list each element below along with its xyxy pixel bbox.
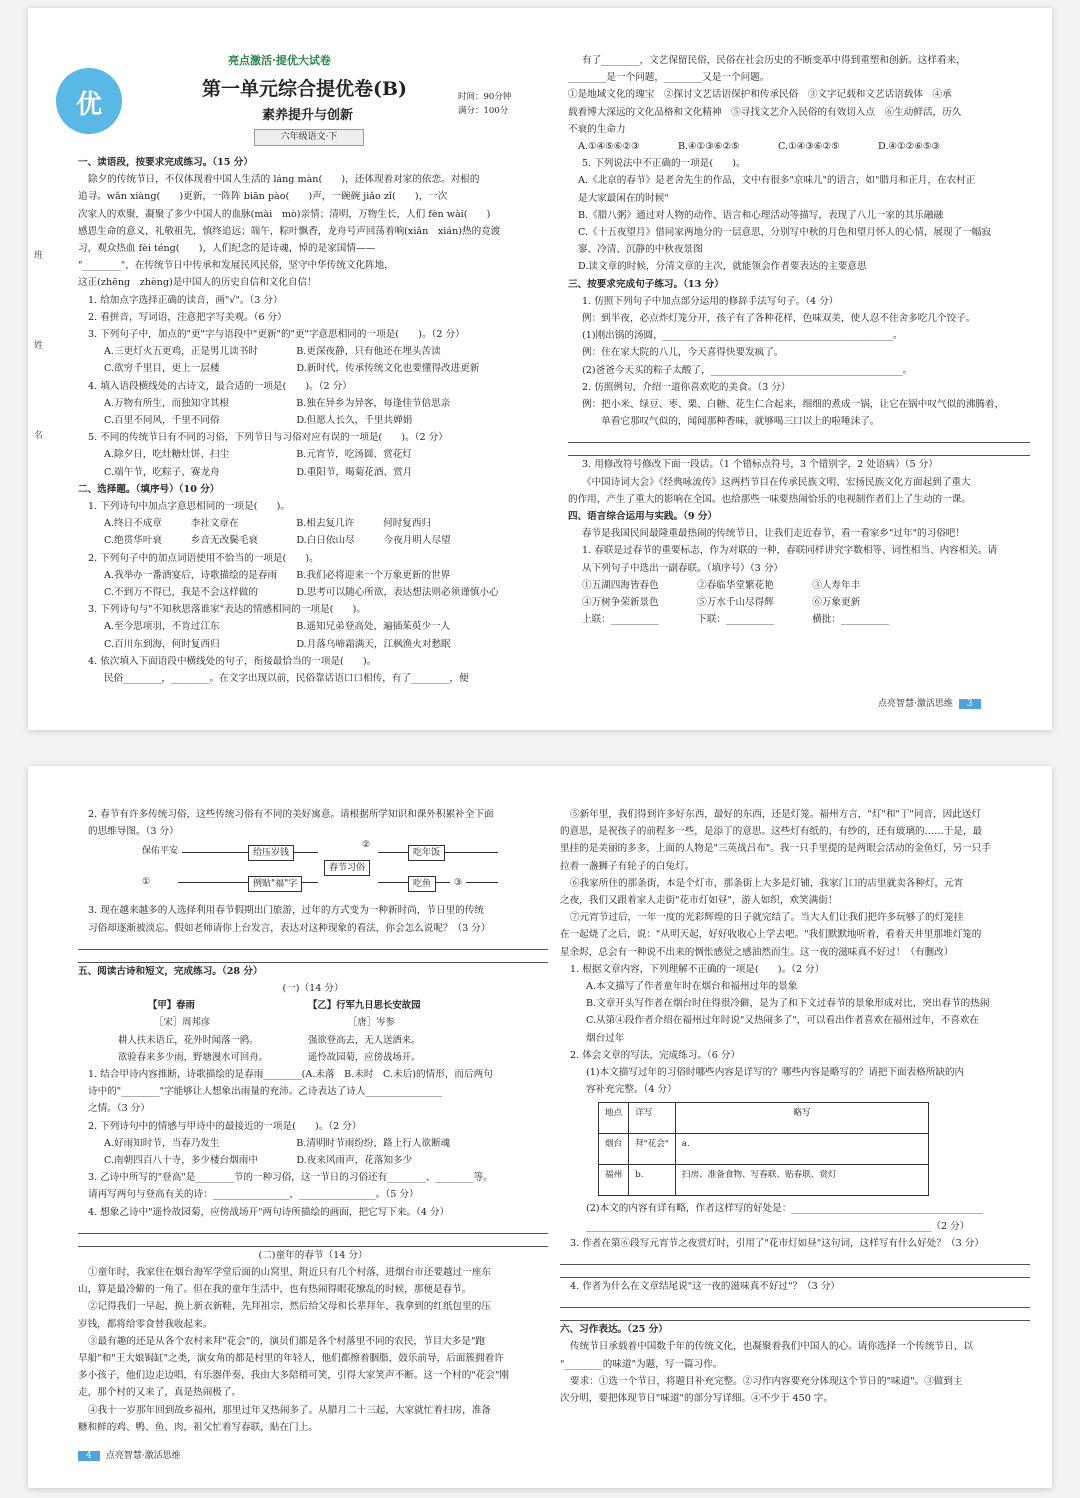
section-heading: 一、读语段，按要求完成练习。（15 分） (78, 157, 253, 168)
detail-table: 地点 详写 略写 烟台 拜"花会" a. 福州 b. 扫房、准备食物、写春联、贴春联、赏灯 (598, 1102, 929, 1196)
text-line: 次家人的欢聚，凝聚了多少中国人的血脉(mài mò)亲情；清明，万物生长，人们 fèn wài( ) (78, 208, 491, 220)
text-line: 有了________，文艺保留民俗，民俗在社会历史的不断变革中得到重塑和创新。这样看来， (582, 55, 966, 66)
answer-line (560, 1308, 1030, 1321)
text-line: D.读文章的时候，分清文章的主次，就能领会作者要表达的主要意思 (578, 261, 867, 273)
section-heading: 四、语言综合运用与实践。（9 分） (568, 511, 718, 523)
text-line: ④万树争荣新景色 ⑤万水千山尽得辉 ⑥万象更新 (582, 597, 861, 609)
text-line: B.《腊八粥》通过对人物的动作、语言和心理活动等描写，表现了八儿一家的其乐融融 (578, 209, 944, 221)
text-line: 诗中的"________"字能够让人想象出雨量的充沛。乙诗表达了诗人________________ (88, 1086, 443, 1098)
text-line: 旱船"和"王大娘锔缸"之类，演女角的都是村里的年轻人，他们都擦着胭脂，鼓乐前导，后面簇拥着许 (78, 1353, 504, 1365)
text-line: 次分明，要把体现节日"味道"的部分写详细。④不少于 450 字。 (560, 1393, 834, 1405)
text-line: 星余烬，总会有一种说不出来的惆怅感觉之感油然而生。这一夜的滋味真不好过！（有删改） (560, 946, 954, 958)
page-number-2: 4 (78, 1451, 100, 1461)
text-line: A.《北京的春节》是老舍先生的作品，文中有很多"京味儿"的语言，如"腊月和正月，在农村正 (578, 175, 976, 187)
text-line: 单看它那叹气似的，闻闻那种香味，就够喝三口以上的啦唾沫了。 (582, 416, 880, 428)
section-heading: 二、选择题。（填序号）（10 分） (78, 483, 220, 495)
text-line: ①童年时，我家住在烟台海军学堂后面的山窝里，附近只有几个村落，进烟台市还要越过一座东 (88, 1267, 491, 1279)
text-line: 追寻。wǎn xiàng( )更新，一阵阵 biān pào( )声，一碗碗 jiǎo zǐ( )，一次 (78, 191, 448, 203)
text-line: "________的味道"为题，写一篇习作。 (560, 1358, 723, 1370)
exam-meta (458, 90, 511, 118)
text-line: 是大家最闲在的时候" (578, 192, 669, 204)
page-footer-2: 4 点亮智慧·激活思维 (78, 1448, 181, 1461)
poems (78, 997, 548, 1066)
poem-a: 【甲】春雨 ［宋］周邦彦 耕人扶未语丘，花外时闻落一鸥。 欲验春来多少雨，野塘漫水可回舟。 (118, 1000, 269, 1063)
text-line: A.本文描写了作者童年时在烟台和福州过年的景象 (586, 981, 798, 993)
text-line: 多小孩子，他们边走边唱，有乐器伴奏，我由大多陪稍可笑，引得大家笑声不断。这一个村的"花会"刚 (78, 1370, 509, 1382)
section-heading: 五、阅读古诗和短文，完成练习。（28 分） (78, 965, 263, 977)
binding-label-name2: 名 (34, 431, 44, 441)
text-line: 1. 结合甲诗内容推断，诗歌描绘的是春雨________(A.未落 B.未时 C.未后)的情形，而后两句 (88, 1069, 493, 1081)
mind-blank-3: ③ (450, 876, 466, 890)
answer-line (560, 1295, 1030, 1308)
text-line: A.三更灯火五更鸡，正是男儿读书时 B.更深夜静，只有他还在埋头苦读 (104, 346, 441, 358)
grade-label: 六年级语文·下 (254, 129, 364, 146)
text-line: 春节是我国民间最隆重最热闹的传统节日，让我们走近春节，看一看家乡"过年"的习俗吧！ (582, 528, 965, 540)
text-line: 的思维导图。（3 分） (88, 826, 179, 838)
text-line: 4. 依次填入下面语段中横线处的句子，衔接最恰当的一项是( )。 (88, 655, 377, 667)
text-line: 除夕的传统节日，不仅体现着中国人生活的 láng màn( )，还体现着对家的依恋。对根的 (88, 174, 480, 186)
section-heading: 六、习作表达。（25 分） (560, 1324, 668, 1336)
page3-left-column (78, 154, 538, 687)
text-line: C.欲穷千里目，更上一层楼 D.新时代，传承传统文化也要懂得改进更新 (104, 363, 480, 375)
text-line: 容补充完整。（4 分） (586, 1084, 677, 1096)
text-line: (2)爸爸今天买的粽子太酸了，________________________________________。 (582, 364, 913, 376)
text-line: 2. 体会文章的写法，完成练习。（6 分） (570, 1049, 741, 1061)
text-line: (1)刚出锅的汤圆，________________________________________________。 (582, 330, 903, 342)
text-line: 3. 现在越来越多的人选择利用春节假期出门旅游，过年的方式变为一种新时尚，节日里的传统 (88, 905, 484, 917)
text-line: 寥、冷清、沉静的中秋夜景图 (578, 244, 703, 256)
mind-node-e: 例贴"福"字 (248, 876, 302, 892)
text-line: A.终日不成章 李社文章在 B.相去复几许 何时复西归 (104, 518, 432, 530)
mind-blank-1: ① (138, 875, 154, 889)
text-line: 糖和鲜的鸡、鸭、鱼、肉，祖父忙着写春联，贴在门上。 (78, 1421, 318, 1433)
text-line: (1)本文描写过年的习俗时哪些内容是详写的？哪些内容是略写的？请把下面表格所缺的内 (586, 1067, 965, 1079)
text-line: 感恩生命的意义，礼敬祖先，慎终追远；端午，粽叶飘香，龙舟号声回荡着响(xiǎn xián)热的竞渡 (78, 225, 501, 237)
text-line: 上联：__________ 下联：__________ 横批：__________ (582, 614, 889, 626)
binding-label-name: 姓 (34, 341, 44, 351)
text-line: A.万物有所生，而独知守其根 B.独在异乡为异客，每逢佳节倍思亲 (104, 397, 451, 409)
text-line: 的意思，是祝孩子的前程多一些，是添丁的意思。这些灯有纸的，有纱的，还有玻璃的……于是，最 (560, 826, 983, 838)
page-footer: 点亮智慧·激活思维 3 (878, 696, 981, 709)
text-line: 烟台过年 (586, 1032, 625, 1044)
answer-line (560, 1265, 1030, 1278)
text-line: 1. 仿照下列句子中加点部分运用的修辞手法写句子。（4 分） (582, 295, 839, 307)
mind-node-f: 吃鱼 (408, 876, 436, 892)
text-line: ①五湖四海皆春色 ②春临华堂繁花艳 ③人寿年丰 (582, 579, 861, 591)
text-line: "________"，在传统节日中传承和发展民风民俗，坚守中华传统文化阵地， (78, 260, 394, 272)
mind-node-a: 保佑平安 (138, 844, 182, 858)
text-line: (2)本文的内容有详有略，作者这样写的好处是：________________________________________ (586, 1203, 984, 1215)
text-line: 《中国诗词大会》《经典咏流传》这两档节目在传承民族文明、宏扬民族文化方面起到了重大 (582, 476, 971, 488)
mindmap-question (78, 806, 548, 840)
text-line: 1. 下列诗句中加点字意思相同的一项是( )。 (88, 501, 290, 513)
text-line: ⑦元宵节过后，一年一度的光彩辉煌的日子就完结了。当大人们让我们把许多玩够了的灯笼挂 (570, 912, 964, 924)
text-line: ________是一个问题，________又是一个问题。 (568, 72, 770, 84)
text-line: 4. 想象乙诗中"遥怜故园菊，应傍战场开"两句诗所描绘的画面，把它写下来。（4 分） (88, 1206, 450, 1218)
exam-subtitle: 素养提升与创新 (262, 108, 354, 123)
full-score: 满分：100分 (458, 106, 509, 116)
section-heading: 三、按要求完成句子练习。（13 分） (568, 278, 724, 290)
mind-map (78, 840, 548, 902)
text-line: 2. 仿照例句，介绍一道你喜欢吃的美食。（3 分） (582, 381, 791, 393)
text-line: 例：把小米、绿豆、枣、栗、白糖、花生仁合起来，细细的煮成一锅，让它在锅中叹气似的沸腾着， (582, 399, 1005, 411)
text-line: C.不到万不得已，我是不会这样做的 D.思考可以随心所欲，表达想法则必须谨慎小心 (104, 587, 499, 599)
answer-line (568, 430, 1030, 443)
text-line: 之情。（3 分） (88, 1103, 150, 1115)
mind-node-b: 给压岁钱 (248, 845, 294, 861)
text-line: C.百里不同风，千里不同俗 D.但愿人长久，千里共婵娟 (104, 415, 413, 427)
text-line: C.端午节，吃粽子、赛龙舟 D.重阳节，喝菊花酒、赏月 (104, 466, 413, 478)
text-line: 岁钱，都将给零食替我收起来。 (78, 1318, 213, 1330)
text-line: C.百川东到海，何时复西归 D.月落乌啼霜满天，江枫渔火对愁眠 (104, 638, 451, 650)
page4-right-column (560, 806, 1030, 1407)
excellence-badge: 优 (56, 68, 122, 134)
text-line: 1. 春联是过春节的重要标志，作为对联的一种，春联同样讲究字数相等、词性相当、内容相关。请 (582, 545, 998, 557)
text-line: 这正(zhēng zhèng)是中国人的历史自信和文化自信！ (78, 277, 317, 289)
text-line: 1. 给加点字选择正确的读音，画"√"。（3 分） (88, 294, 283, 306)
text-line: A.我举办一番酒宴后，诗歌描绘的是春雨 B.我们必将迎来一个万象更新的世界 (104, 569, 451, 581)
exam-page-3 (28, 8, 1052, 730)
mind-node-d: 吃年饭 (408, 845, 445, 861)
text-line: A.①④⑤⑥②③ B.④①③⑥②⑤ C.①④③⑥②⑤ D.④①②⑥⑤③ (578, 141, 941, 153)
text-line: 5. 下列说法中不正确的一项是( )。 (582, 158, 746, 170)
poem-b: 【乙】行军九日思长安故园 ［唐］岑参 强欲登高去，无人送酒来。 遥怜故园菊，应傍战场开。 (308, 1000, 421, 1063)
text-line: 习俗却逐渐被淡忘。假如老师请你上台发言，表达对这种现象的看法，你会怎么说呢？（3 分） (88, 922, 491, 934)
text-line: (一)（14 分） (282, 983, 344, 995)
page3-right-column (568, 52, 1030, 629)
text-line: 山，算是最冷僻的一角了。但在我的童年生活中，也有热闹得眼花缭乱的时候，那便是春节。 (78, 1284, 472, 1296)
answer-line (560, 1252, 1030, 1265)
text-line: 习，观众热血 fèi téng( )，人们纪念的是诗魂，悼的是家国情—— (78, 243, 376, 255)
text-line: ⑥我家所住的那条街，本是个灯市，那条街上大多是灯铺，我家门口的店里就卖各种灯，元宵 (570, 877, 964, 889)
text-line: 4. 作者为什么在文章结尾说"这一夜的滋味真不好过"？（3 分） (570, 1281, 841, 1293)
text-line: 4. 填入语段横线处的古诗文，最合适的一项是( )。（2 分） (88, 380, 352, 392)
text-line: 的作用，产生了重大的影响在全国。也给那些一味要热闹恰乐的电视制作者们上了生动的一课。 (568, 493, 971, 505)
text-line: A.好雨知时节，当春乃发生 B.清明时节雨纷纷，路上行人欲断魂 (104, 1137, 451, 1149)
text-line: ________________________________________________________________________（2 分） (586, 1220, 970, 1232)
time-limit: 时间：90分钟 (458, 92, 512, 102)
text-line: 例：住在家大院的八儿，今天喜得快要发疯了。 (582, 347, 784, 359)
text-line: 民俗________，________。在文字出现以前，民俗靠话语口口相传，有了________，便 (104, 673, 469, 685)
answer-line (78, 950, 548, 963)
answer-line (78, 1221, 548, 1234)
text-line: A.除夕日，吃灶糖灶饼、扫尘 B.元宵节，吃汤圆、赏花灯 (104, 449, 412, 461)
text-line: 不衰的生命力 (568, 123, 626, 135)
answer-line (78, 1234, 548, 1247)
mind-blank-2: ② (358, 838, 374, 852)
text-line: 2. 下列诗句中的情感与甲诗中的最接近的一项是( )。（2 分） (88, 1120, 362, 1132)
text-line: 要求：①选一个节日，将题目补充完整。②习作内容要充分体现这个节日的"味道"。③做到主 (570, 1375, 963, 1387)
page-number: 3 (959, 699, 981, 709)
text-line: 1. 根据文章内容，下列理解不正确的一项是( )。（2 分） (570, 963, 825, 975)
text-line: 3. 下列句子中，加点的"更"字与语段中"更新"的"更"字意思相同的一项是( )。（2 分） (88, 329, 465, 341)
text-line: 5. 不同的传统节日有不同的习俗，下列节日与习俗对应有误的一项是( )。（2 分） (88, 432, 448, 444)
text-line: ⑤新年里，我们得到许多好东西，最好的东西，还是灯笼。福州方言，"灯"和"丁"同音，因此送灯 (570, 809, 981, 820)
binding-label-class: 班 (34, 251, 44, 261)
text-line: 请再写两句与登高有关的诗：________________，________________。（5 分） (88, 1189, 419, 1201)
text-line: 载着博大深远的文化品格和文化精神 ⑤寻找文艺介入民俗的有效切入点 ⑥生动鲜活，历久 (568, 106, 962, 118)
exam-page-4 (28, 766, 1052, 1488)
page4-left-column (78, 806, 548, 1436)
text-line: 从下列句子中选出一副春联。（填序号）（3 分） (582, 562, 784, 574)
text-line: 例：到半夜，必点炸灯笼分开，孩子有了各种花样，色味双美，使人忍不住舍多吃几个饺子。 (582, 313, 976, 325)
text-line: 拉着一盏狮子有轮子的白兔灯。 (560, 860, 695, 872)
text-line: 3. 下列诗句与"不知秋思落谁家"表达的情感相同的一项是( )。 (88, 604, 366, 616)
text-line: 之夜，我们又跟着家人走街"花市灯如昼"，游人如织，欢笑满街！ (560, 895, 838, 907)
text-line: 走，那个村的又来了，真是热闹极了。 (78, 1387, 242, 1399)
text-line: 传统节日承载着中国数千年的传统文化，也凝聚着我们中国人的心。请你选择一个传统节日，以 (570, 1341, 973, 1353)
text-line: 2. 看拼音，写词语，注意把字写美观。（6 分） (88, 311, 287, 323)
answer-line (78, 937, 548, 950)
text-line: C.绝贯华叶衰 乡音无改鬓毛衰 D.白日依山尽 今夜月明人尽望 (104, 535, 451, 547)
text-line: (二)童年的春节（14 分） (258, 1249, 368, 1261)
text-line: 3. 用修改符号修改下面一段话。（1 个错标点符号，3 个错别字，2 处语病）（5 分） (582, 459, 938, 471)
text-line: ④我十一岁那年回到故乡福州，那里过年又热闹多了。从腊月二十三起，大家就忙着扫房，准备 (88, 1404, 491, 1416)
mind-node-center: 春节习俗 (324, 860, 370, 876)
text-line: C.《十五夜望月》借同家两地分的一层意思，分别写中秋的月色和望月怀人的心情，展现了一幅寂 (578, 227, 991, 239)
text-line: B.文章开头写作者在烟台时住得很冷僻，是为了和下文过春节的景象形成对比，突出春节的热闹 (586, 998, 990, 1010)
answer-line (568, 443, 1030, 456)
text-line: ①是地域文化的瑰宝 ②探讨文艺话语保护和传承民俗 ③文字记载和文艺话语载体 ④承 (568, 89, 952, 101)
text-line: ②记得我们一早起，换上新衣新鞋，先拜祖宗，然后给父母和长辈拜年，我拿到的红纸包里的压 (88, 1301, 491, 1313)
text-line: 在一起烧了之后，说："从明天起，好好收收心上学去吧。"我们默默地听着，看着天井里那堆灯笼的 (560, 929, 982, 941)
exam-title: 第一单元综合提优卷(B) (202, 78, 408, 100)
text-line: 2. 春节有许多传统习俗，这些传统习俗有不同的美好寓意。请根据所学知识和课外积累补全下面 (88, 809, 494, 820)
text-line: 3. 乙诗中所写的"登高"是________节的一种习俗，这一节日的习俗还有________、________等。 (88, 1172, 493, 1184)
text-line: 3. 作者在第⑥段写元宵节之夜赏灯时，引用了"花市灯如昼"这句词，这样写有什么好处？（3 分） (570, 1237, 984, 1249)
text-line: 里挂的是美丽的多多，上面的人物是"三英战吕布"。我一只手里提的是两眼会活动的金鱼灯，另一只手 (560, 843, 991, 855)
text-line: C.南朝四百八十寺，多少楼台烟雨中 D.夜来风雨声，花落知多少 (104, 1155, 413, 1167)
series-kicker: 亮点激活·提优大试卷 (228, 54, 331, 67)
text-line: C.从第④段作者介绍在福州过年时说"又热闹多了"，可以看出作者喜欢在福州过年，不喜欢在 (586, 1015, 980, 1027)
text-line: A.至今思项羽，不肯过江东 B.遥知兄弟登高处，遍插茱萸少一人 (104, 621, 451, 633)
text-line: ③最有趣的还是从各个农村来拜"花会"的，演员们都是各个村落里不同的农民，节目大多是"跑 (88, 1335, 485, 1347)
text-line: 2. 下列句子中的加点词语使用不恰当的一项是( )。 (88, 552, 319, 564)
